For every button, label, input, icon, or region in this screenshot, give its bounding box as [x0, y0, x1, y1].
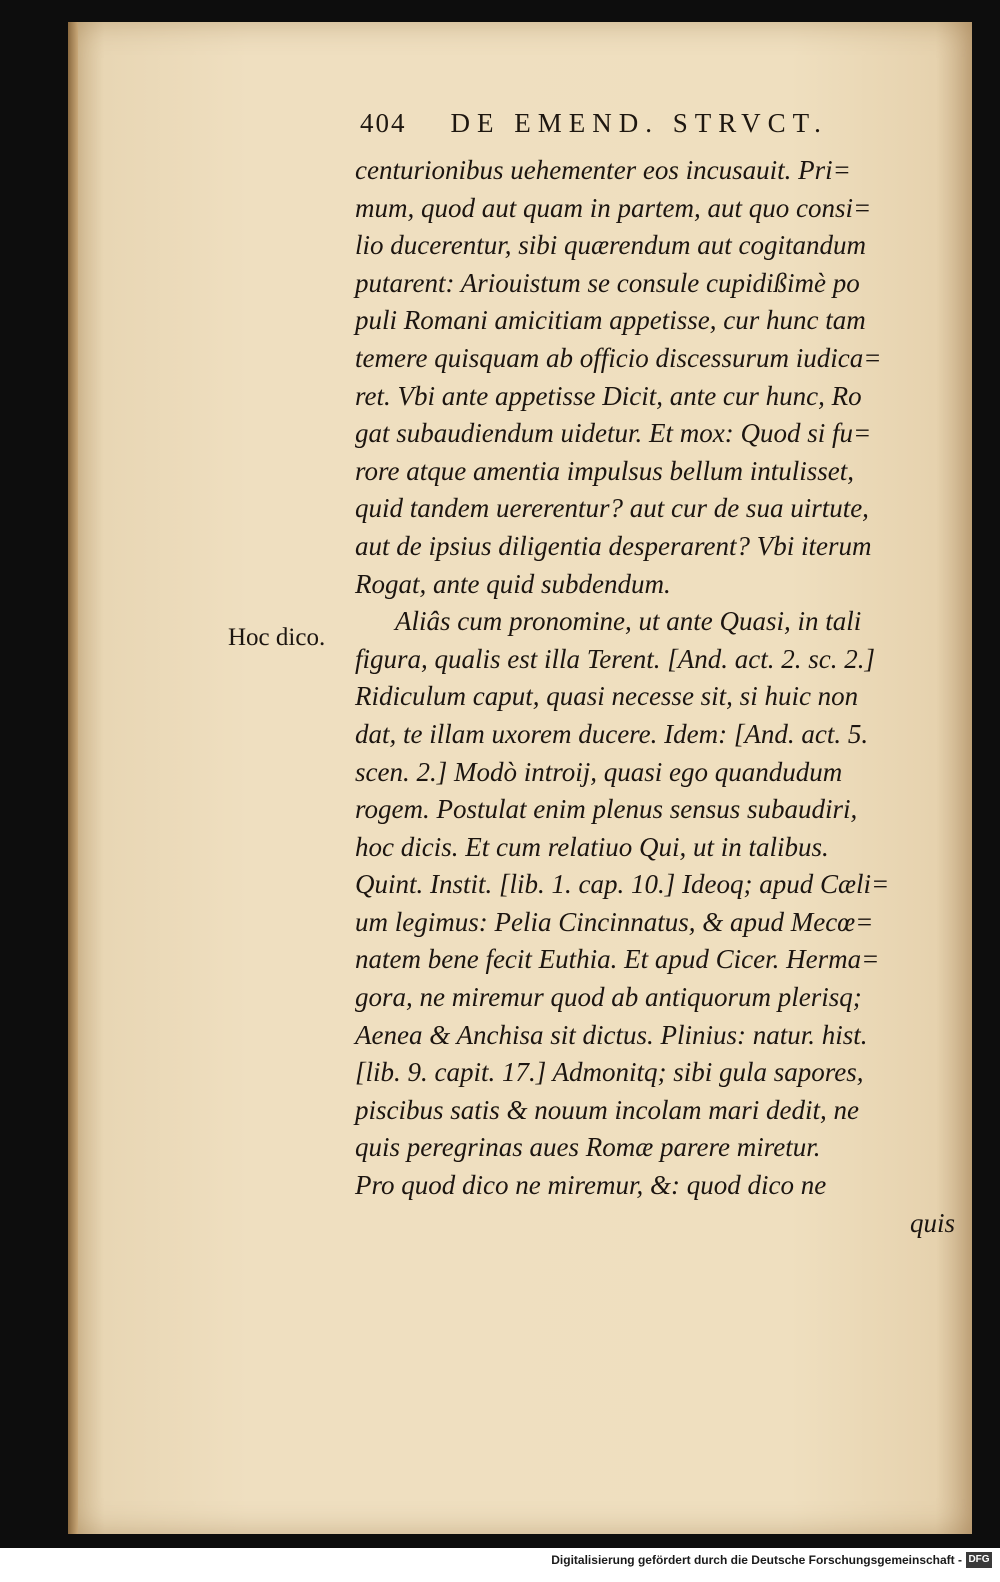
text-line: quis peregrinas aues Romæ parere miretur.	[355, 1132, 821, 1163]
body-text	[355, 152, 965, 1242]
text-line: centurionibus uehementer eos incusauit. Pri=	[355, 155, 851, 185]
text-line: hoc dicis. Et cum relatiuo Qui, ut in talibus.	[355, 831, 829, 862]
marginal-note: Hoc dico.	[228, 624, 326, 651]
text-line: quid tandem uererentur? aut cur de sua uirtute,	[355, 493, 869, 524]
text-line: figura, qualis est illa Terent. [And. act. 2. sc. 2.]	[355, 643, 876, 674]
text-line: temere quisquam ab officio discessurum iudica=	[355, 342, 882, 373]
text-line: um legimus: Pelia Cincinnatus, & apud Mecœ=	[355, 906, 874, 937]
text-line: lio ducerentur, sibi quærendum aut cogitandum	[355, 230, 866, 261]
page-edge	[68, 22, 78, 1534]
text-line: rogem. Postulat enim plenus sensus subaudiri,	[355, 794, 858, 825]
text-line: aut de ipsius diligentia desperarent? Vbi iterum	[355, 530, 872, 561]
text-line: [lib. 9. capit. 17.] Admonitq; sibi gula sapores,	[355, 1057, 864, 1088]
text-line: Pro quod dico ne miremur, &: quod dico ne	[355, 1170, 827, 1201]
page-number: 404	[360, 108, 407, 138]
text-line: natem bene fecit Euthia. Et apud Cicer. Herma=	[355, 944, 880, 975]
text-line: gora, ne miremur quod ab antiquorum plerisq;	[355, 982, 862, 1013]
digitization-credit: Digitalisierung gefördert durch die Deutsche Forschungsgemeinschaft -	[551, 1553, 962, 1567]
text-line: Rogat, ante quid subdendum.	[355, 568, 671, 599]
text-line: Quint. Instit. [lib. 1. cap. 10.] Ideoq; apud Cæli=	[355, 869, 890, 900]
text-line: ret. Vbi ante appetisse Dicit, ante cur hunc, Ro	[355, 380, 862, 411]
dfg-logo: DFG	[966, 1552, 992, 1568]
text-line: piscibus satis & nouum incolam mari dedit, ne	[355, 1094, 859, 1125]
text-line: Aenea & Anchisa sit dictus. Plinius: natur. hist.	[355, 1019, 868, 1050]
text-line: gat subaudiendum uidetur. Et mox: Quod si fu=	[355, 418, 872, 449]
text-line: mum, quod aut quam in partem, aut quo consi=	[355, 192, 872, 223]
text-line: putarent: Ariouistum se consule cupidißimè po	[355, 267, 860, 298]
text-line: rore atque amentia impulsus bellum intulisset,	[355, 455, 854, 486]
text-line: puli Romani amicitiam appetisse, cur hunc tam	[355, 305, 866, 336]
paragraph-start-line: Aliâs cum pronomine, ut ante Quasi, in tali	[395, 606, 862, 637]
catchword: quis	[909, 1207, 955, 1238]
text-line: dat, te illam uxorem ducere. Idem: [And. act. 5.	[355, 718, 869, 749]
running-title: DE EMEND. STRVCT.	[450, 108, 828, 138]
text-line: Ridiculum caput, quasi necesse sit, si huic non	[355, 681, 859, 712]
text-line: scen. 2.] Modò introij, quasi ego quandudum	[355, 756, 843, 787]
running-head	[360, 108, 920, 148]
